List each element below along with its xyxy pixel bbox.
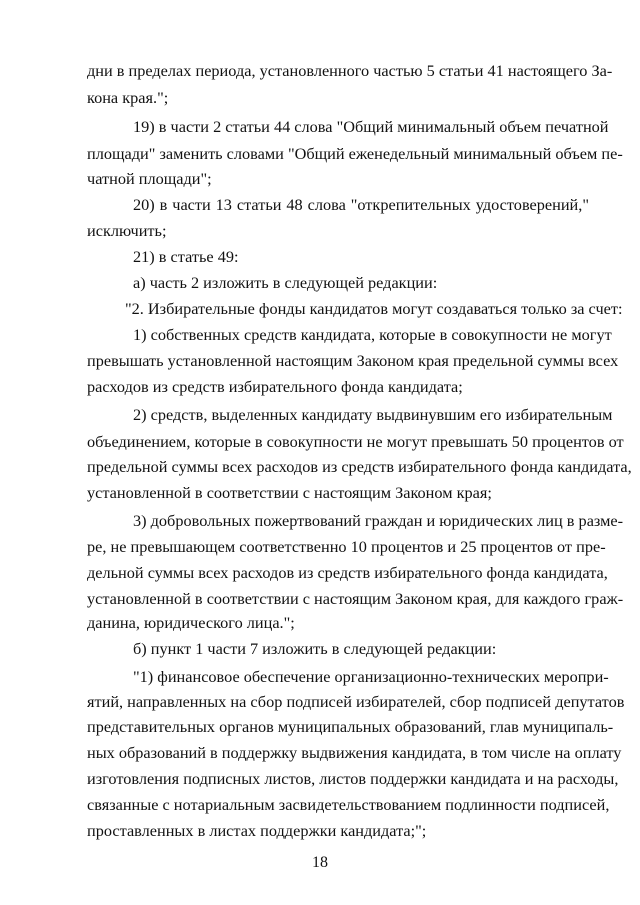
text-line: 3) добровольных пожертвований граждан и юридических лиц в разме- (133, 511, 624, 530)
text-line: 19) в части 2 статьи 44 слова "Общий минимальный объем печатной (133, 117, 609, 136)
text-line: кона края."; (87, 88, 169, 107)
text-line: установленной в соответствии с настоящим Законом края; (87, 483, 492, 502)
text-line: представительных органов муниципальных образований, глав муниципаль- (87, 717, 614, 736)
text-line: предельной суммы всех расходов из средств избирательного фонда кандидата, (87, 457, 632, 476)
text-line: чатной площади"; (87, 169, 212, 188)
text-line: 2) средств, выделенных кандидату выдвинувшим его избирательным (133, 405, 613, 424)
text-line: проставленных в листах поддержки кандидата;"; (87, 821, 427, 840)
text-line: объединением, которые в совокупности не могут превышать 50 процентов от (87, 432, 624, 451)
text-line: расходов из средств избирательного фонда кандидата; (87, 377, 463, 396)
page-number: 18 (312, 854, 328, 871)
text-line: ятий, направленных на сбор подписей избирателей, сбор подписей депутатов (87, 692, 625, 711)
text-line: 21) в статье 49: (133, 247, 239, 266)
text-line: "1) финансовое обеспечение организационно-технических меропри- (133, 667, 609, 686)
text-line: "2. Избирательные фонды кандидатов могут создаваться только за счет: (125, 299, 623, 318)
text-line: ре, не превышающем соответственно 10 процентов и 25 процентов от пре- (87, 537, 606, 556)
text-line: а) часть 2 изложить в следующей редакции: (133, 273, 438, 292)
text-line: исключить; (87, 221, 167, 240)
text-line: дельной суммы всех расходов из средств избирательного фонда кандидата, (87, 563, 608, 582)
text-line: б) пункт 1 части 7 изложить в следующей редакции: (133, 639, 497, 658)
text-line: данина, юридического лица."; (87, 613, 295, 632)
text-line: ных образований в поддержку выдвижения кандидата, в том числе на оплату (87, 743, 622, 762)
text-line: дни в пределах периода, установленного частью 5 статьи 41 настоящего За- (87, 61, 613, 80)
text-line: 20) в части 13 статьи 48 слова "открепительных удостоверений," (133, 195, 589, 214)
text-line: установленной в соответствии с настоящим Законом края, для каждого граж- (87, 589, 624, 608)
text-line: площади" заменить словами "Общий еженедельный минимальный объем пе- (87, 144, 623, 163)
text-line: превышать установленной настоящим Законом края предельной суммы всех (87, 351, 619, 370)
text-line: 1) собственных средств кандидата, которые в совокупности не могут (133, 325, 612, 344)
text-line: изготовления подписных листов, листов поддержки кандидата и на расходы, (87, 769, 619, 788)
text-line: связанные с нотариальным засвидетельствованием подлинности подписей, (87, 795, 610, 814)
